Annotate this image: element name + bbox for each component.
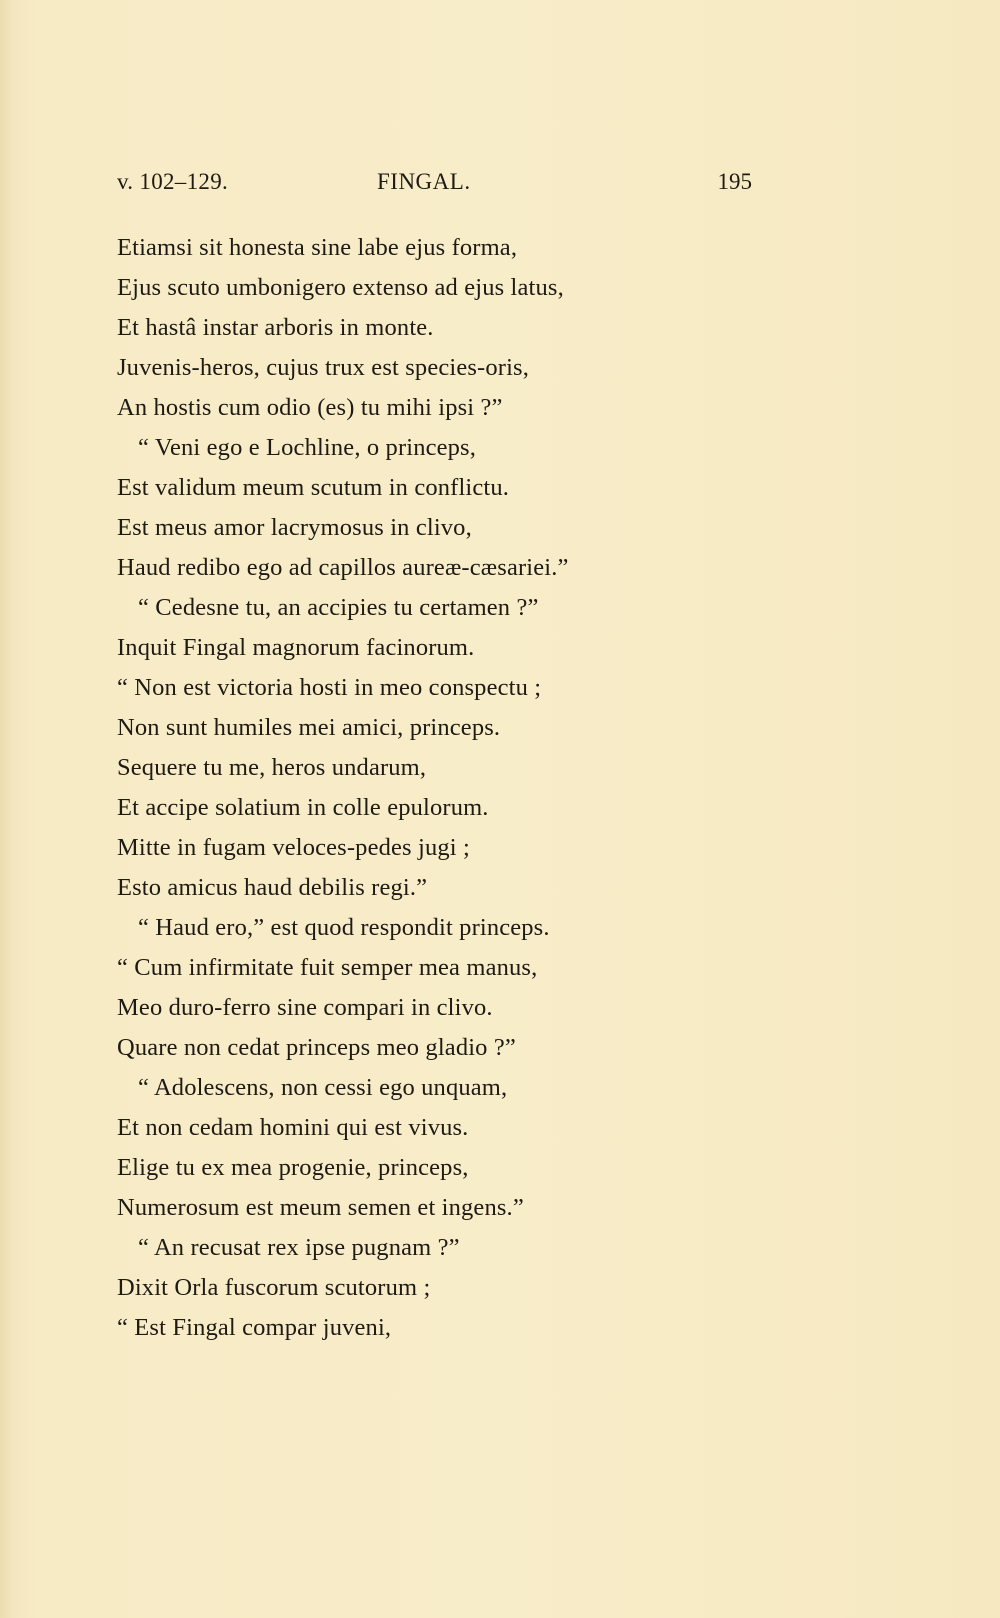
verse-line: Mitte in fugam veloces-pedes jugi ; (117, 834, 470, 861)
verse-line: Etiamsi sit honesta sine labe ejus forma, (117, 234, 518, 261)
verse-line: “ An recusat rex ipse pugnam ?” (138, 1234, 460, 1261)
verse-line: An hostis cum odio (es) tu mihi ipsi ?” (117, 394, 503, 421)
verse-line: Elige tu ex mea progenie, princeps, (117, 1154, 469, 1181)
verse-line: Est meus amor lacrymosus in clivo, (117, 514, 472, 541)
verse-range: v. 102–129. (117, 169, 229, 194)
verse-line: “ Cedesne tu, an accipies tu certamen ?” (138, 594, 539, 621)
verse-line: Et accipe solatium in colle epulorum. (117, 794, 489, 821)
verse-line: Juvenis-heros, cujus trux est species-oris, (117, 354, 529, 381)
verse-line: Haud redibo ego ad capillos aureæ-cæsariei.” (117, 554, 569, 581)
verse-line: Numerosum est meum semen et ingens.” (117, 1194, 524, 1221)
verse-line: Est validum meum scutum in conflictu. (117, 474, 510, 501)
verse-line: Et hastâ instar arboris in monte. (117, 314, 434, 341)
verse-line: Et non cedam homini qui est vivus. (117, 1114, 469, 1141)
verse-line: Non sunt humiles mei amici, princeps. (117, 714, 501, 741)
verse-line: “ Cum infirmitate fuit semper mea manus, (117, 954, 538, 981)
page-number: 195 (717, 169, 752, 194)
verse-line: “ Adolescens, non cessi ego unquam, (138, 1074, 508, 1101)
verse-line: “ Est Fingal compar juveni, (117, 1314, 392, 1341)
verse-line: Esto amicus haud debilis regi.” (117, 874, 428, 901)
verse-line: “ Non est victoria hosti in meo conspectu ; (117, 674, 542, 701)
verse-line: Sequere tu me, heros undarum, (117, 754, 427, 781)
verse-line: “ Haud ero,” est quod respondit princeps. (138, 914, 550, 941)
poem-text (117, 228, 757, 1348)
running-title: FINGAL. (377, 169, 471, 194)
verse-line: Dixit Orla fuscorum scutorum ; (117, 1274, 431, 1301)
verse-line: Ejus scuto umbonigero extenso ad ejus latus, (117, 274, 564, 301)
verse-line: Quare non cedat princeps meo gladio ?” (117, 1034, 516, 1061)
verse-line: Meo duro-ferro sine compari in clivo. (117, 994, 493, 1021)
verse-line: “ Veni ego e Lochline, o princeps, (138, 434, 477, 461)
verse-line: Inquit Fingal magnorum facinorum. (117, 634, 475, 661)
running-head (117, 166, 752, 198)
